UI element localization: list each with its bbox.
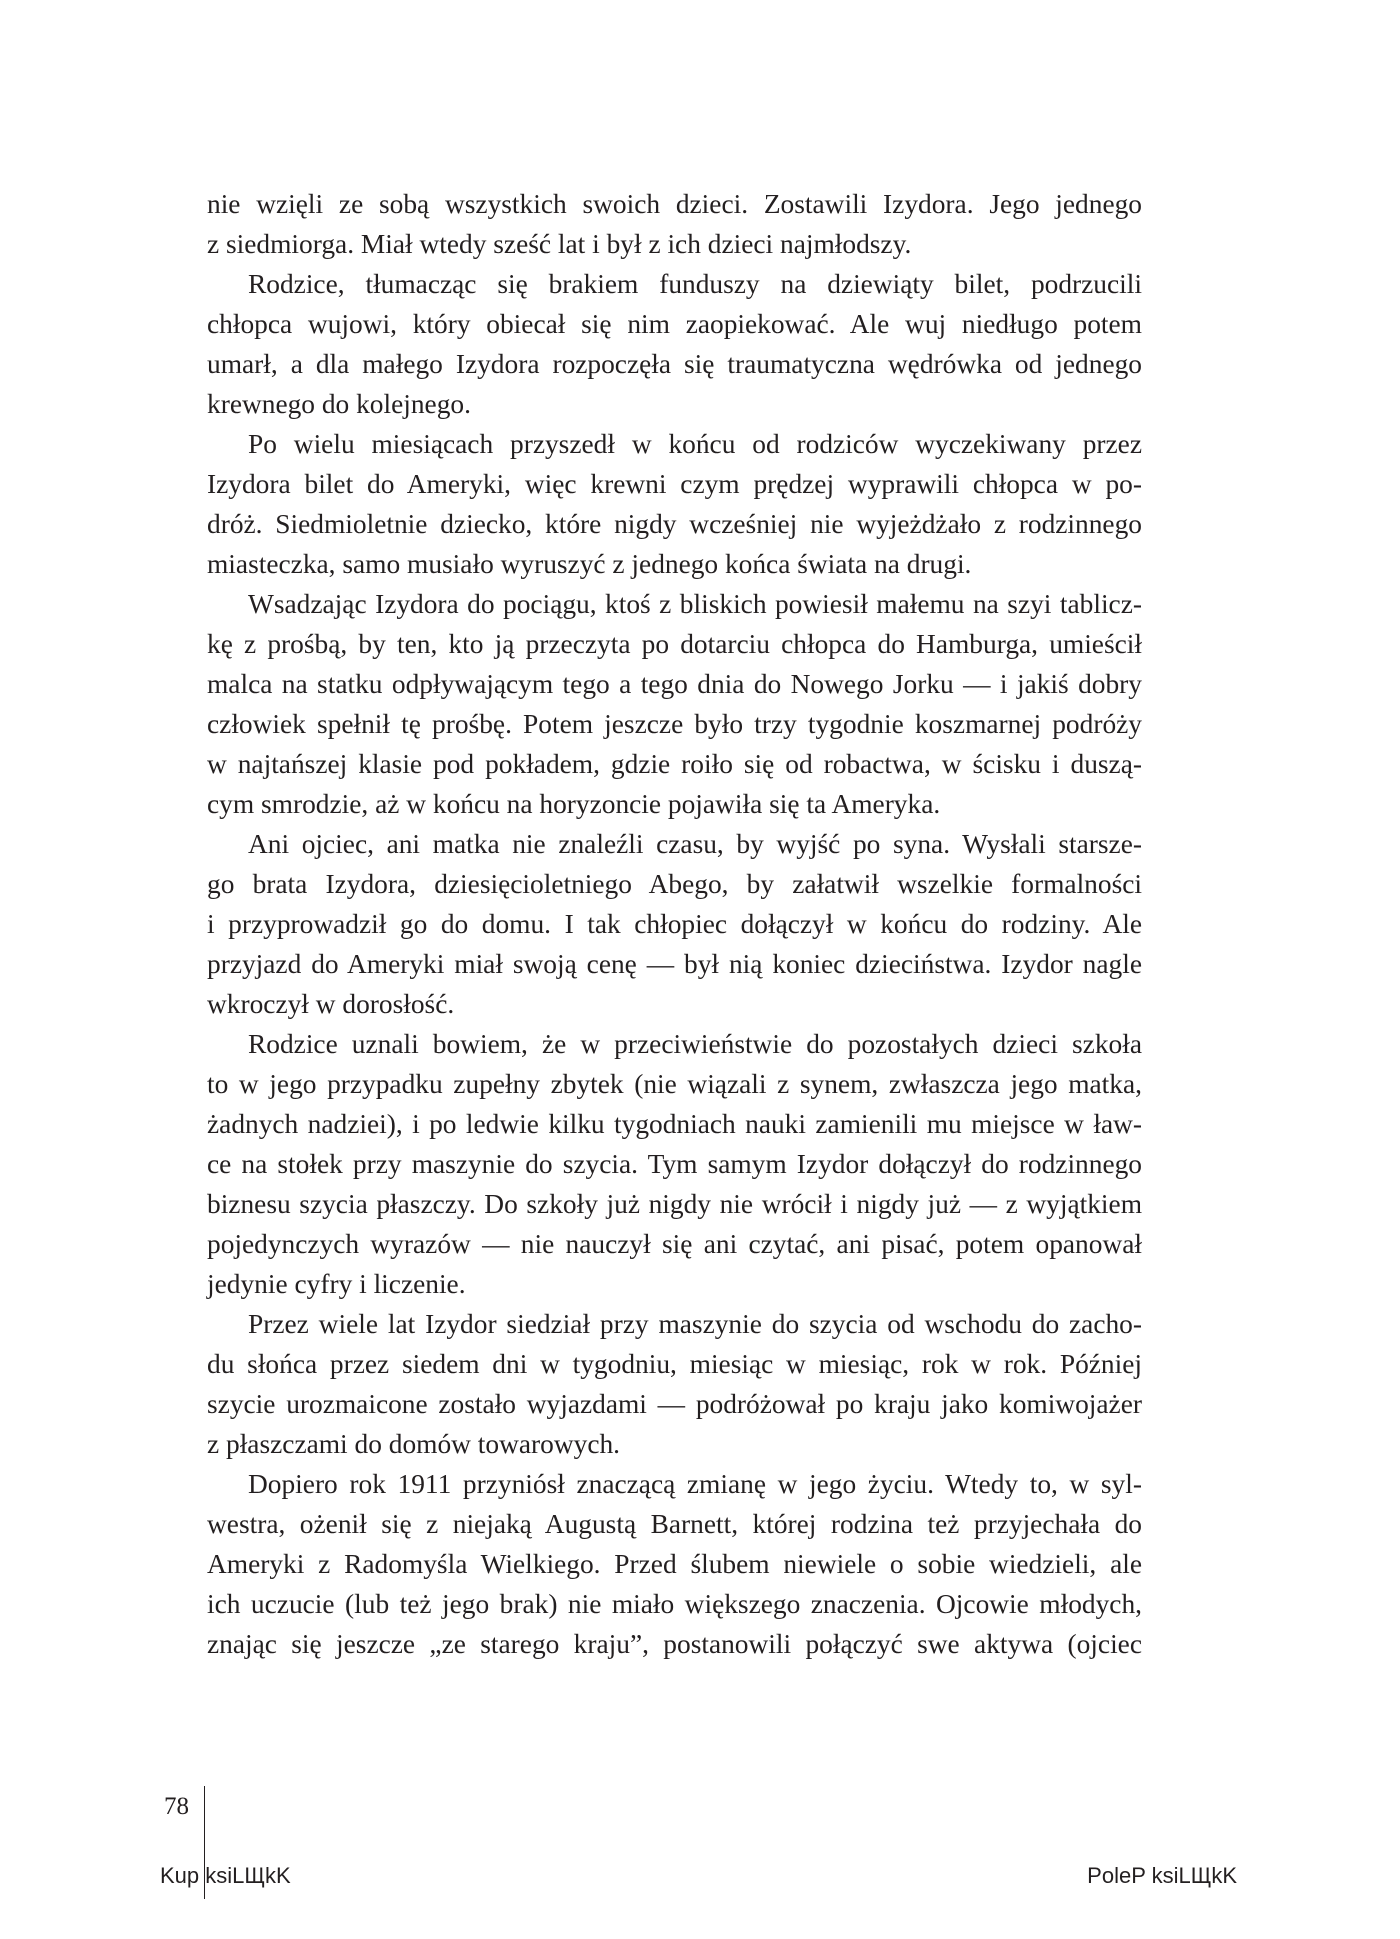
text-line: umarł, a dla małego Izydora rozpoczęła się traumatyczna wędrówka od jednego	[207, 349, 1142, 379]
text-line: człowiek spełnił tę prośbę. Potem jeszcze było trzy tygodnie koszmarnej podróży	[207, 709, 1142, 739]
text-line: jedynie cyfry i liczenie.	[207, 1269, 466, 1299]
body-text	[207, 184, 1142, 1664]
text-line: z płaszczami do domów towarowych.	[207, 1429, 621, 1459]
text-line: biznesu szycia płaszczy. Do szkoły już nigdy nie wrócił i nigdy już — z wyjątkiem	[207, 1189, 1142, 1219]
text-line: ce na stołek przy maszynie do szycia. Tym samym Izydor dołączył do rodzinnego	[207, 1149, 1142, 1179]
text-line: Rodzice uznali bowiem, że w przeciwieństwie do pozostałych dzieci szkoła	[248, 1029, 1142, 1059]
text-line: nie wzięli ze sobą wszystkich swoich dzieci. Zostawili Izydora. Jego jednego	[207, 189, 1142, 219]
text-line: Dopiero rok 1911 przyniósł znaczącą zmianę w jego życiu. Wtedy to, w syl-	[248, 1469, 1142, 1499]
text-line: ich uczucie (lub też jego brak) nie miało większego znaczenia. Ojcowie młodych,	[207, 1589, 1142, 1619]
footer-right-text: PoleP ksiLЩkK	[1087, 1863, 1237, 1888]
text-line: w najtańszej klasie pod pokładem, gdzie roiło się od robactwa, w ścisku i duszą-	[207, 749, 1142, 779]
text-line: dróż. Siedmioletnie dziecko, które nigdy wcześniej nie wyjeżdżało z rodzinnego	[207, 509, 1142, 539]
page-number: 78	[164, 1793, 189, 1820]
text-line: pojedynczych wyrazów — nie nauczył się ani czytać, ani pisać, potem opanował	[207, 1229, 1142, 1259]
text-line: Ameryki z Radomyśla Wielkiego. Przed ślubem niewiele o sobie wiedzieli, ale	[207, 1549, 1142, 1579]
text-line: żadnych nadziei), i po ledwie kilku tygodniach nauki zamienili mu miejsce w ław-	[207, 1109, 1142, 1139]
text-line: z siedmiorga. Miał wtedy sześć lat i był z ich dzieci najmłodszy.	[207, 229, 912, 259]
text-line: westra, ożenił się z niejaką Augustą Barnett, której rodzina też przyjechała do	[207, 1509, 1142, 1539]
text-line: malca na statku odpływającym tego a tego dnia do Nowego Jorku — i jakiś dobry	[207, 669, 1142, 699]
text-line: krewnego do kolejnego.	[207, 389, 471, 419]
text-line: Ani ojciec, ani matka nie znaleźli czasu, by wyjść po syna. Wysłali starsze-	[248, 829, 1142, 859]
text-line: i przyprowadził go do domu. I tak chłopiec dołączył w końcu do rodziny. Ale	[207, 909, 1142, 939]
text-line: znając się jeszcze „ze starego kraju”, postanowili połączyć swe aktywa (ojciec	[207, 1629, 1142, 1659]
text-line: Po wielu miesiącach przyszedł w końcu od rodziców wyczekiwany przez	[248, 429, 1142, 459]
text-line: miasteczka, samo musiało wyruszyć z jednego końca świata na drugi.	[207, 549, 972, 579]
text-line: to w jego przypadku zupełny zbytek (nie wiązali z synem, zwłaszcza jego matka,	[207, 1069, 1142, 1099]
text-line: Rodzice, tłumacząc się brakiem funduszy na dziewiąty bilet, podrzucili	[248, 269, 1142, 299]
text-line: przyjazd do Ameryki miał swoją cenę — był nią koniec dzieciństwa. Izydor nagle	[207, 949, 1142, 979]
text-line: Izydora bilet do Ameryki, więc krewni czym prędzej wyprawili chłopca w po-	[207, 469, 1142, 499]
text-line: go brata Izydora, dziesięcioletniego Abego, by załatwił wszelkie formalności	[207, 869, 1142, 899]
text-line: cym smrodzie, aż w końcu na horyzoncie pojawiła się ta Ameryka.	[207, 789, 941, 819]
text-line: chłopca wujowi, który obiecał się nim zaopiekować. Ale wuj niedługo potem	[207, 309, 1142, 339]
text-line: wkroczył w dorosłość.	[207, 989, 455, 1019]
text-line: kę z prośbą, by ten, kto ją przeczyta po dotarciu chłopca do Hamburga, umieścił	[207, 629, 1142, 659]
footer-left-text: Kup ksiLЩkK	[160, 1863, 291, 1888]
text-line: du słońca przez siedem dni w tygodniu, miesiąc w miesiąc, rok w rok. Później	[207, 1349, 1142, 1379]
text-line: Wsadzając Izydora do pociągu, ktoś z bliskich powiesił małemu na szyi tablicz-	[248, 589, 1142, 619]
text-line: Przez wiele lat Izydor siedział przy maszynie do szycia od wschodu do zacho-	[248, 1309, 1142, 1339]
text-line: szycie urozmaicone zostało wyjazdami — podróżował po kraju jako komiwojażer	[207, 1389, 1142, 1419]
